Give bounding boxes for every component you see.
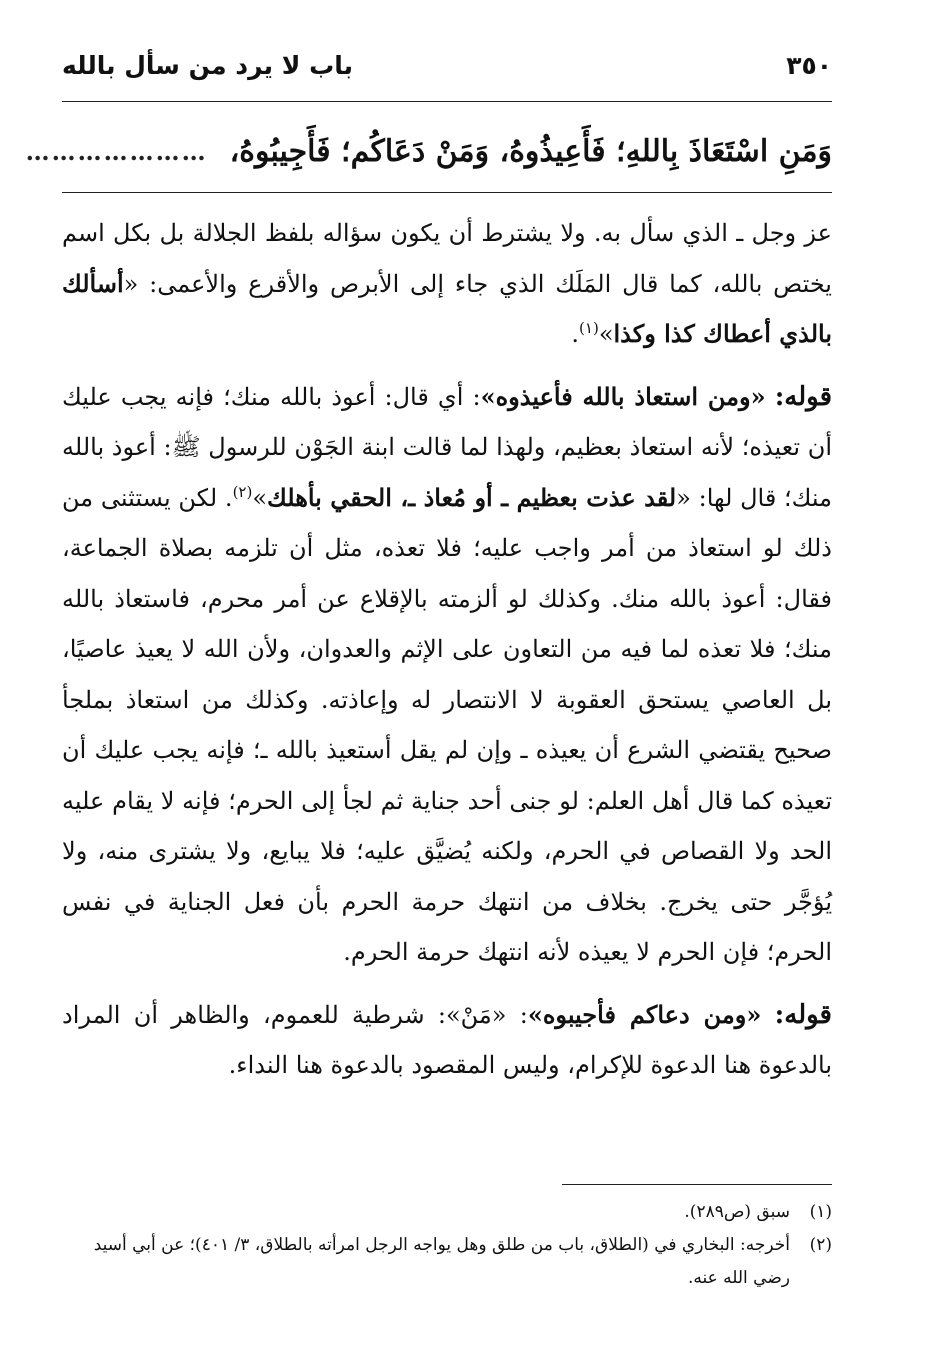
footnote-2 bbox=[62, 1229, 832, 1295]
book-page bbox=[25, 0, 833, 1355]
footnote-text: سبق (ص٢٨٩). bbox=[684, 1202, 790, 1222]
p2-bold-quote: لقد عذت بعظيم ـ أو مُعاذ ـ، الحقي بأهلك bbox=[267, 482, 677, 512]
p1-bold-quote: أسألك بالذي أعطاك كذا وكذا bbox=[62, 268, 832, 348]
p2-close-quote: » bbox=[252, 483, 268, 512]
hadith-excerpt bbox=[25, 122, 832, 180]
paragraph-2 bbox=[62, 372, 832, 978]
footnote-text: أخرجه: البخاري في (الطلاق، باب من طلق وهل يواجه الرجل امرأته بالطلاق، ٣/ ٤٠١)؛ عن أبي أسيد رضي الله عنه. bbox=[93, 1235, 790, 1288]
footnote-number: (١) bbox=[809, 1202, 832, 1222]
hadith-ellipsis-dots: ………………… bbox=[25, 136, 208, 166]
p3-qawl-label: قوله: bbox=[774, 999, 832, 1030]
page-number: ٣٥٠ bbox=[786, 50, 832, 80]
footnote-ref-1[interactable]: (١) bbox=[579, 319, 599, 337]
p3-quote: «ومن دعاكم فأجيبوه» bbox=[527, 999, 762, 1029]
p2-qawl-label: قوله: bbox=[774, 381, 833, 412]
footnote-1 bbox=[62, 1196, 832, 1229]
p2-text-a: : أي قال: أعوذ بالله منك؛ فإنه يجب عليك أن تعيذه؛ لأنه استعاذ بعظيم، ولهذا لما قالت ابنة الجَوْن للرسول ﷺ: أعوذ بالله منك؛ قال لها: « bbox=[62, 382, 832, 512]
commentary-body bbox=[62, 208, 832, 1091]
hadith-divider bbox=[62, 192, 832, 193]
p1-close-quote: » bbox=[598, 320, 614, 348]
footnote-divider bbox=[562, 1184, 832, 1185]
p3-text: : «مَنْ»: شرطية للعموم، والظاهر أن المراد بالدعوة هنا الدعوة للإكرام، وليس المقصود بالدعوة هنا النداء. bbox=[62, 1000, 832, 1079]
hadith-text: وَمَنِ اسْتَعَاذَ بِاللهِ؛ فَأَعِيذُوهُ، وَمَنْ دَعَاكُم؛ فَأَجِيبُوهُ، bbox=[229, 133, 832, 169]
footnote-ref-2[interactable]: (٢) bbox=[232, 482, 253, 501]
p2-quote: «ومن استعاذ بالله فأعيذوه» bbox=[480, 381, 766, 411]
header-divider bbox=[62, 101, 832, 102]
p1-text: عز وجل ـ الذي سأل به. ولا يشترط أن يكون سؤاله بلفظ الجلالة بل بكل اسم يختص بالله، كما قال المَلَك الذي جاء إلى الأبرص والأقرع والأعمى: « bbox=[62, 219, 832, 298]
footnote-number: (٢) bbox=[809, 1235, 832, 1255]
paragraph-1 bbox=[62, 208, 832, 360]
p2-text-b: . لكن يستثنى من ذلك لو استعاذ من أمر واجب عليه؛ فلا تعذه، مثل أن تلزمه بصلاة الجماعة، فقال: أعوذ بالله منك. وكذلك لو ألزمته بالإقلاع عن أمر محرم، فاستعاذ بالله منك؛ فلا تعذه لما فيه من التعاون على الإثم والعدوان، ولأن الله لا يعيذ عاصيًا، بل العاصي يستحق العقوبة لا الانتصار له وإعاذته. وكذلك من استعاذ بملجأ صحيح يقتضي الشرع أن يعيذه ـ وإن لم يقل أستعيذ بالله ـ؛ فإنه يجب عليك أن تعيذه كما قال أهل العلم: لو جنى أحد جناية ثم لجأ إلى الحرم؛ فإنه لا يقام عليه الحد ولا القصاص في الحرم، ولكنه يُضيَّق عليه؛ فلا يبايع، ولا يشترى منه، ولا يُؤجَّر حتى يخرج. بخلاف من انتهك حرمة الحرم بأن فعل الجناية في نفس الحرم؛ فإن الحرم لا يعيذه لأنه انتهك حرمة الحرم. bbox=[62, 483, 833, 966]
footnotes bbox=[62, 1196, 832, 1295]
chapter-title: باب لا يرد من سأل بالله bbox=[62, 50, 353, 80]
running-header bbox=[62, 40, 832, 90]
paragraph-3 bbox=[62, 990, 832, 1091]
p1-end: . bbox=[571, 320, 580, 348]
